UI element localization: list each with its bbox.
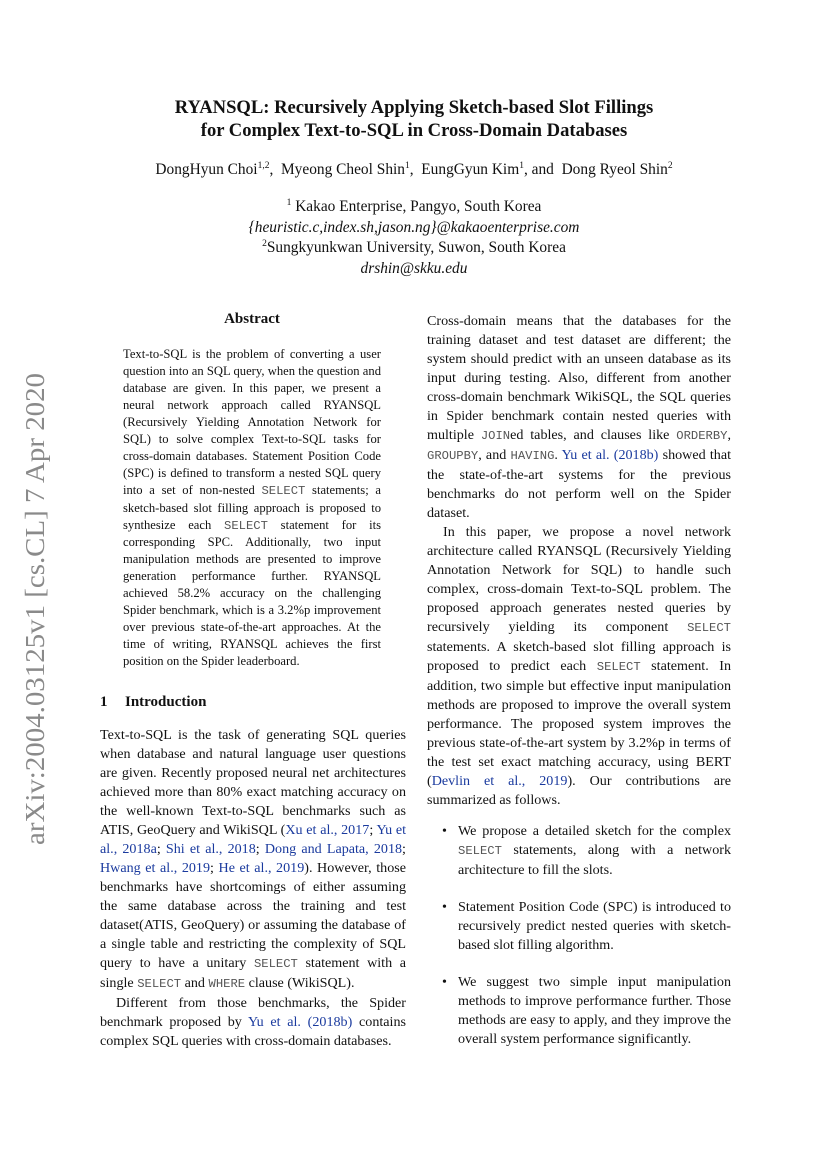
text-run: .	[554, 447, 562, 463]
text-run: and	[181, 975, 209, 991]
section-number: 1	[100, 694, 108, 710]
sql-keyword: SELECT	[261, 483, 306, 498]
text-run: Text-to-SQL is the task of generating SQL queries when database and natural language user questions are given. Recently proposed neural net architectures achieved more than 80% exact matching accuracy on the well-known Text-to-SQL benchmarks such as ATIS, GeoQuery and WikiSQL (	[100, 727, 406, 838]
paragraph	[427, 312, 731, 523]
title-line-2: for Complex Text-to-SQL in Cross-Domain Databases	[200, 120, 628, 141]
sql-keyword: SELECT	[253, 957, 298, 971]
text-run: statements. A sketch-based slot filling approach is proposed to predict each	[427, 639, 731, 674]
sql-keyword: SELECT	[458, 844, 502, 858]
author-list	[0, 161, 828, 179]
author-affiliation-mark: 1	[404, 161, 410, 171]
arxiv-identifier: arXiv:2004.03125v1 [cs.CL] 7 Apr 2020	[20, 404, 50, 845]
paper-title	[0, 96, 828, 142]
text-run: Statement Position Code (SPC) is introduced to recursively predict nested queries with sketch-based slot filling algorithm.	[458, 899, 731, 953]
section-heading-introduction	[100, 694, 406, 711]
citation-link[interactable]: Yu et al. (2018b)	[561, 447, 659, 463]
paragraph	[100, 726, 406, 994]
citation-link[interactable]: Xu et al., 2017	[285, 822, 370, 838]
text-run: Cross-domain means that the databases for the training dataset and test dataset are different; the system should predict with an unseen database as its input during testing. Also, different from another cross-domain benchmark WikiSQL, the SQL queries in Spider benchmark contain nested queries with multiple	[427, 313, 731, 443]
author-separator: ,	[269, 161, 281, 178]
sql-keyword: SELECT	[137, 977, 182, 991]
author-separator: ,	[409, 161, 422, 178]
text-run: ed tables, and clauses like	[510, 427, 677, 443]
abstract-heading: Abstract	[224, 311, 280, 327]
author-affiliation-mark: 1	[519, 161, 524, 171]
arxiv-side-stamp	[9, 370, 53, 845]
affiliation-2-text: Sungkyunkwan University, Suwon, South Korea	[266, 239, 566, 257]
affiliation-1-text: Kakao Enterprise, Pangyo, South Korea	[291, 198, 542, 215]
author-name: EungGyun Kim	[421, 161, 520, 178]
text-run: ;	[156, 841, 166, 857]
sql-keyword: JOIN	[480, 429, 511, 443]
text-run: , and	[478, 447, 511, 463]
sql-keyword: GROUPBY	[427, 449, 479, 463]
text-run: ). However, those benchmarks have shortcomings of either assuming the same database across the training and test dataset(ATIS, GeoQuery) or assuming the database of a single table and restricting the complexity of SQL query to have a unitary	[100, 860, 406, 971]
text-run: ,	[727, 427, 732, 443]
text-run: ;	[402, 841, 406, 857]
sql-keyword: SELECT	[224, 518, 268, 533]
author-name: Dong Ryeol Shin	[561, 161, 668, 178]
title-line-1: RYANSQL: Recursively Applying Sketch-based Slot Fillings	[174, 97, 654, 118]
introduction-body	[100, 726, 406, 1051]
text-run: ;	[210, 860, 219, 876]
bullet-icon: •	[442, 899, 447, 915]
text-run: Different from those benchmarks, the Spider benchmark proposed by	[100, 995, 406, 1030]
abstract-text	[123, 346, 381, 670]
text-run: ). Our contributions are summarized as follows.	[427, 773, 731, 808]
text-run: We propose a detailed sketch for the complex	[458, 823, 731, 839]
text-run: statements, along with a network architecture to fill the slots.	[458, 842, 731, 878]
citation-link[interactable]: Yu et al. (2018b)	[248, 1014, 353, 1030]
text-run: statement. In addition, two simple but effective input manipulation methods are proposed to improve the overall system performance. The proposed system improves the previous state-of-the-art system by 3.2%p in terms of the test set exact matching accuracy, using BERT (	[427, 658, 731, 789]
sql-keyword: ORDERBY	[676, 429, 728, 443]
abstract-text-part: statement for its corresponding SPC. Additionally, two input manipulation methods are presented to improve generation performance further. RYANSQL achieved 58.2% accuracy on the challenging Spider benchmark, which is a 3.2%p improvement over previous state-of-the-art approaches. At the time of writing, RYANSQL achieves the first position on the Spider leaderboard.	[123, 517, 382, 669]
citation-link[interactable]: Hwang et al., 2019	[100, 860, 211, 876]
affiliation-mark: 1	[286, 198, 292, 208]
abstract-text-part: statements; a sketch-based slot filling approach is proposed to synthesize each	[123, 482, 382, 532]
affiliation-1	[0, 197, 828, 218]
author-affiliation-mark: 1,2	[257, 161, 270, 171]
email-1[interactable]: {heuristic.c,index.sh,jason.ng}@kakaoenterprise.com	[248, 218, 580, 236]
contributions-list	[441, 822, 731, 1067]
bullet-icon: •	[442, 823, 447, 839]
list-item	[441, 973, 731, 1049]
abstract-text-part: Text-to-SQL is the problem of converting a user question into an SQL query, when the question and database are given. In this paper, we present a neural network approach called RYANSQL (Recursively Yielding Annotation Network for SQL) to solve complex Text-to-SQL tasks for cross-domain databases. Statement Position Code (SPC) is defined to transform a nested SQL query into a set of non-nested	[123, 347, 381, 497]
text-run: statement with a single	[100, 955, 407, 991]
text-run: ;	[369, 822, 377, 838]
author-separator: , and	[523, 161, 562, 178]
bullet-icon: •	[442, 974, 447, 990]
right-column-body	[427, 312, 731, 810]
section-title: Introduction	[125, 694, 207, 710]
author-name: Myeong Cheol Shin	[281, 161, 405, 178]
text-run: We suggest two simple input manipulation methods to improve performance further. Those methods are easy to apply, and they improve the overall system performance significantly.	[458, 974, 731, 1047]
sql-keyword: SELECT	[596, 660, 641, 674]
text-run: clause (WikiSQL).	[245, 975, 355, 991]
email-2[interactable]: drshin@skku.edu	[360, 259, 468, 277]
citation-link[interactable]: Yu et al., 2018a	[100, 822, 407, 857]
text-run: contains complex SQL queries with cross-domain databases.	[100, 1014, 406, 1049]
list-item	[441, 822, 731, 880]
author-name: DongHyun Choi	[155, 161, 258, 178]
affiliations	[0, 197, 828, 279]
sql-keyword: WHERE	[208, 977, 246, 991]
citation-link[interactable]: He et al., 2019	[218, 860, 305, 876]
citation-link[interactable]: Shi et al., 2018	[165, 841, 256, 857]
text-run: In this paper, we propose a novel network architecture called RYANSQL (Recursively Yielding Annotation Network for SQL) to handle such complex, cross-domain Text-to-SQL problem. The proposed approach generates nested queries by recursively yielding its component	[427, 524, 731, 635]
paragraph	[427, 523, 731, 810]
author-affiliation-mark: 2	[667, 161, 673, 171]
affiliation-2	[0, 238, 828, 259]
affiliation-mark: 2	[262, 239, 267, 250]
paragraph	[100, 994, 406, 1051]
sql-keyword: HAVING	[510, 449, 555, 463]
citation-link[interactable]: Dong and Lapata, 2018	[264, 841, 403, 857]
citation-link[interactable]: Devlin et al., 2019	[431, 773, 568, 789]
text-run: showed that the state-of-the-art systems for the previous benchmarks do not perform well on the Spider dataset.	[427, 447, 731, 521]
list-item	[441, 898, 731, 955]
text-run: ;	[255, 841, 265, 857]
sql-keyword: SELECT	[687, 621, 731, 635]
